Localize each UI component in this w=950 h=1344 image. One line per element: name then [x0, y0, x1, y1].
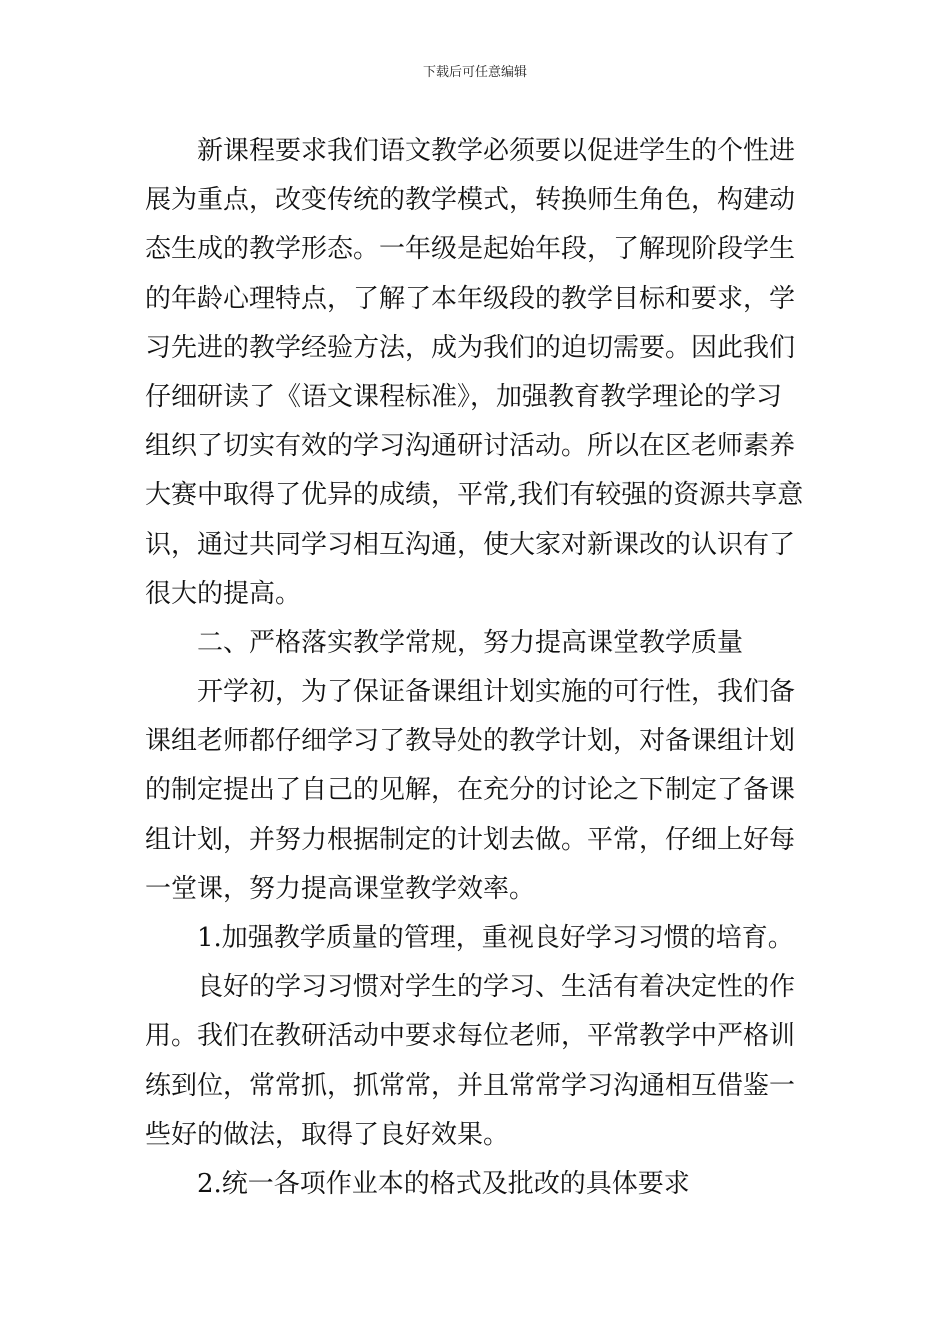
- text-line: 新课程要求我们语文教学必须要以促进学生的个性进: [197, 136, 796, 166]
- text-line: 组织了切实有效的学习沟通研讨活动。所以在区老师素养: [145, 431, 796, 462]
- text-line: 些好的做法，取得了良好效果。: [145, 1119, 510, 1150]
- text-line: 很大的提高。: [145, 578, 302, 609]
- text-line: 开学初，为了保证备课组计划实施的可行性，我们备: [197, 677, 796, 708]
- subsection-heading: 1.加强教学质量的管理，重视良好学习习惯的培育。: [197, 923, 794, 953]
- section-heading: 二、严格落实教学常规，努力提高课堂教学质量: [197, 627, 744, 658]
- text-line: 的年龄心理特点，了解了本年级段的教学目标和要求，学: [145, 283, 796, 314]
- text-line: 的制定提出了自己的见解，在充分的讨论之下制定了备课: [145, 775, 796, 806]
- text-line: 组计划，并努力根据制定的计划去做。平常，仔细上好每: [145, 824, 796, 855]
- text-line: 态生成的教学形态。一年级是起始年段，了解现阶段学生: [145, 234, 796, 265]
- text-line: 展为重点，改变传统的教学模式，转换师生角色，构建动: [145, 185, 796, 216]
- page-header: 下载后可任意编辑: [422, 65, 527, 80]
- document-body: [145, 127, 807, 1209]
- text-line: 习先进的教学经验方法，成为我们的迫切需要。因此我们: [145, 332, 796, 363]
- text-line: 练到位，常常抓，抓常常，并且常常学习沟通相互借鉴一: [145, 1070, 796, 1101]
- text-line: 仔细研读了《语文课程标准》，加强教育教学理论的学习: [145, 381, 783, 412]
- text-line: 大赛中取得了优异的成绩，平常,我们有较强的资源共享意: [145, 480, 804, 511]
- text-line: 一堂课，努力提高课堂教学效率。: [145, 873, 536, 904]
- subsection-heading: 2.统一各项作业本的格式及批改的具体要求: [197, 1168, 690, 1199]
- text-line: 用。我们在教研活动中要求每位老师，平常教学中严格训: [145, 1021, 796, 1052]
- text-line: 识，通过共同学习相互沟通，使大家对新课改的认识有了: [145, 529, 796, 560]
- text-line: 良好的学习习惯对学生的学习、生活有着决定性的作: [197, 972, 796, 1003]
- text-line: 课组老师都仔细学习了教导处的教学计划，对备课组计划: [145, 726, 796, 757]
